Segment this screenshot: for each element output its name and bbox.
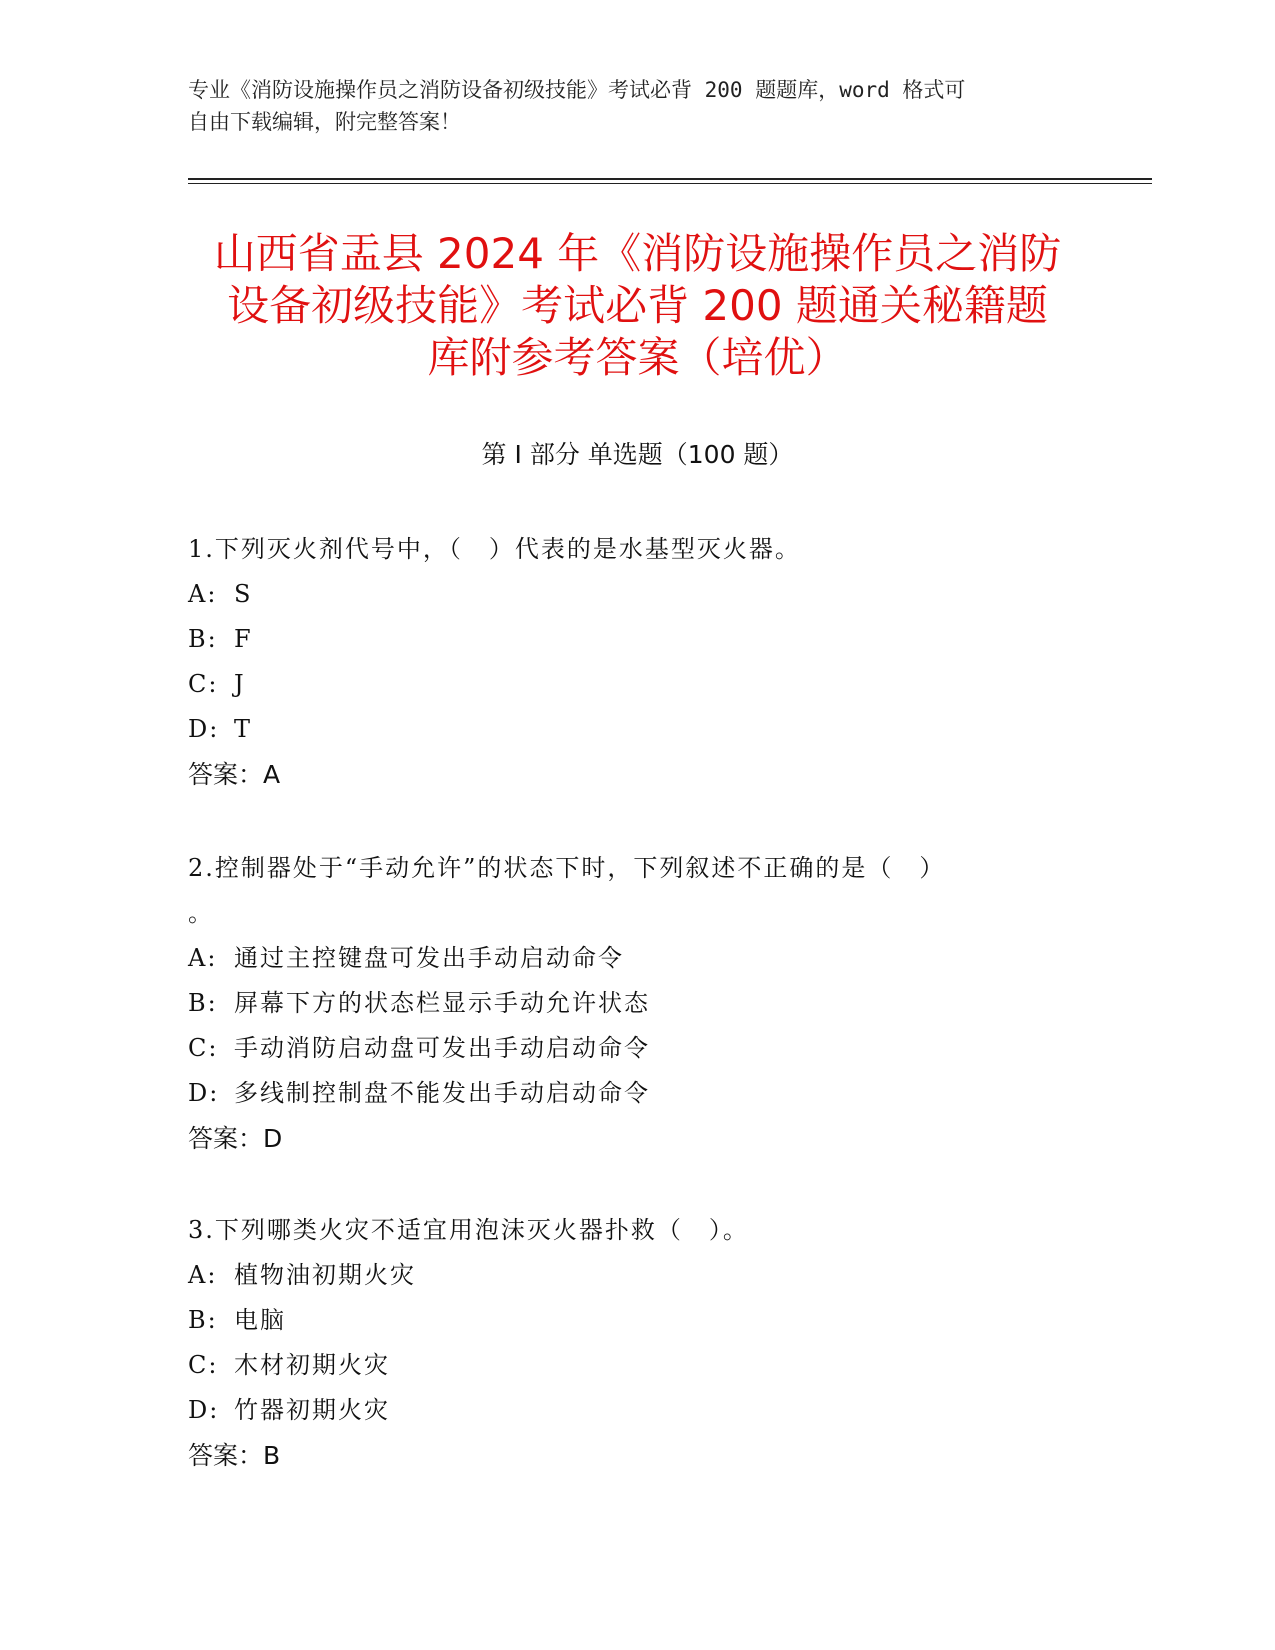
header-divider-thin — [188, 183, 1152, 184]
option-text: 通过主控键盘可发出手动启动命令 — [234, 944, 624, 972]
header-note-line-1: 专业《消防设施操作员之消防设备初级技能》考试必背 200 题题库，word 格式可 — [188, 78, 966, 102]
option-letter: C: — [188, 1351, 219, 1379]
document-title-line-2: 设备初级技能》考试必背 200 题通关秘籍题 — [227, 281, 1048, 330]
header-divider-thick — [188, 178, 1152, 180]
option-text: 手动消防启动盘可发出手动启动命令 — [234, 1034, 650, 1062]
option-letter: A: — [188, 1261, 218, 1289]
option-c — [188, 662, 1058, 707]
answer-key: 答案：A — [188, 760, 281, 789]
option-a — [188, 572, 1058, 617]
option-text: 多线制控制盘不能发出手动启动命令 — [234, 1079, 650, 1107]
section-title: 第 I 部分 单选题（100 题） — [481, 440, 794, 469]
option-a — [188, 1253, 1058, 1298]
answer-key: 答案：B — [188, 1441, 281, 1470]
question-1 — [188, 527, 1058, 797]
option-text: J — [234, 670, 246, 698]
option-text: T — [234, 715, 253, 743]
option-letter: A: — [188, 580, 218, 608]
document-title-line-3: 库附参考答案（培优） — [427, 333, 848, 382]
option-d — [188, 1388, 1058, 1433]
question-3 — [188, 1208, 1058, 1478]
question-stem: 3.下列哪类火灾不适宜用泡沫灭火器扑救（ ）。 — [188, 1216, 749, 1244]
option-text: 电脑 — [234, 1306, 286, 1334]
option-d — [188, 1071, 1058, 1116]
question-stem: 1.下列灭火剂代号中，（ ）代表的是水基型灭火器。 — [188, 535, 801, 563]
option-text: F — [234, 625, 253, 653]
option-letter: B: — [188, 989, 218, 1017]
document-title-line-1: 山西省盂县 2024 年《消防设施操作员之消防 — [213, 229, 1062, 278]
option-text: 木材初期火灾 — [234, 1351, 390, 1379]
option-letter: D: — [188, 1079, 220, 1107]
option-letter: B: — [188, 625, 218, 653]
option-letter: A: — [188, 944, 218, 972]
option-text: S — [234, 580, 253, 608]
option-letter: D: — [188, 715, 220, 743]
option-d — [188, 707, 1058, 752]
header-note-line-2: 自由下载编辑，附完整答案！ — [188, 110, 461, 134]
answer-key: 答案：D — [188, 1124, 283, 1153]
question-2 — [188, 846, 1058, 1161]
option-letter: C: — [188, 670, 219, 698]
option-text: 屏幕下方的状态栏显示手动允许状态 — [234, 989, 650, 1017]
question-stem-tail: 。 — [188, 899, 214, 927]
option-letter: C: — [188, 1034, 219, 1062]
option-text: 植物油初期火灾 — [234, 1261, 416, 1289]
option-letter: D: — [188, 1396, 220, 1424]
question-stem: 2.控制器处于“手动允许”的状态下时，下列叙述不正确的是（ ） — [188, 854, 946, 882]
option-b — [188, 981, 1058, 1026]
option-c — [188, 1026, 1058, 1071]
option-letter: B: — [188, 1306, 218, 1334]
document-title — [160, 228, 1115, 384]
option-b — [188, 617, 1058, 662]
option-a — [188, 936, 1058, 981]
option-c — [188, 1343, 1058, 1388]
option-b — [188, 1298, 1058, 1343]
header-note — [188, 74, 1088, 138]
option-text: 竹器初期火灾 — [234, 1396, 390, 1424]
